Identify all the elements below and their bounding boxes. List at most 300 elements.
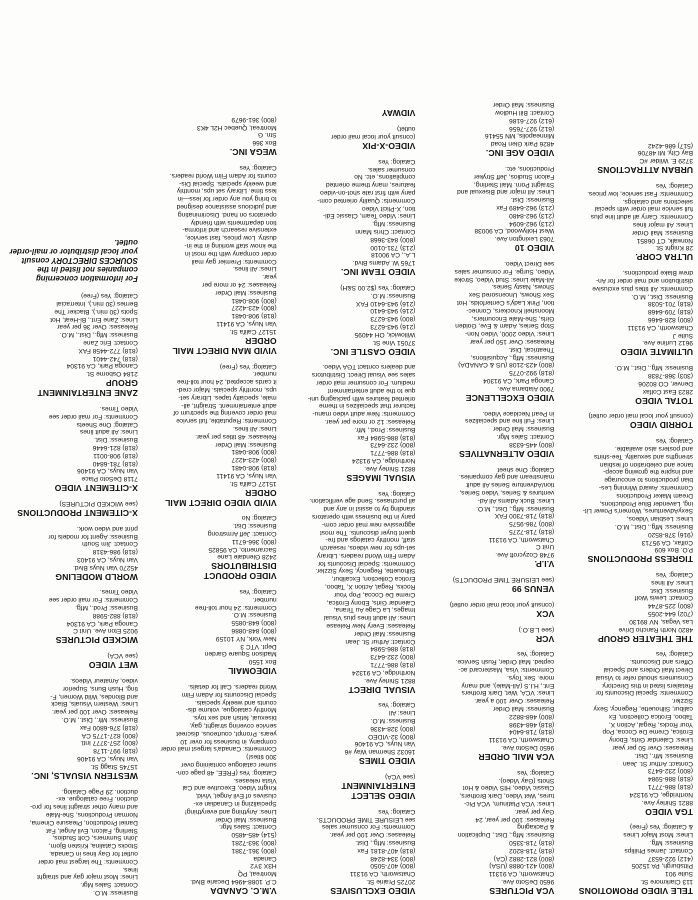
company-name: VIVID MAN DIRECT MAIL ORDER <box>172 335 277 356</box>
entry-line: (818) 992-0775 <box>509 369 555 377</box>
entry-line: SexyAdventures, Women's Power Lit- <box>582 507 693 515</box>
entry-line: Business: Mfg. <box>372 220 416 228</box>
entry-line: Contact: Sales Mgr. <box>496 432 555 440</box>
entry-line: aggressive new mail order com- <box>321 520 416 528</box>
entry-line: extensive research and informa- <box>182 226 277 234</box>
entry-line: year. <box>262 273 277 281</box>
directory-entry <box>283 363 416 483</box>
entry-line: Adam Film World readers. Library <box>316 551 416 559</box>
entry-line: ventures & Series, Video Series, <box>459 488 555 496</box>
entry-line: Comments: Premier gay mail <box>191 257 277 265</box>
entry-line: Monthly catalogue, volume dis- <box>185 706 277 714</box>
entry-line: Business: Mail Order <box>354 629 416 637</box>
entry-line: Special Discounts for Adam Film <box>181 690 277 698</box>
directory-entry <box>560 650 693 817</box>
entry-line: Catalog: Yes <box>378 807 416 815</box>
entry-line: (517) 686-4242 <box>647 141 693 149</box>
entry-line: Contact: Jim South <box>82 540 138 548</box>
entry-line: sales see Visual Direct. Distributors <box>311 371 416 379</box>
directory-entry <box>5 291 138 398</box>
entry-line: Comments: For mail order see <box>48 596 138 604</box>
entry-line: West Hollywood, CA 90038 <box>474 227 555 235</box>
directory-entry <box>421 100 554 158</box>
entry-line: Classic Video, HIS Video & Hot <box>462 784 555 792</box>
entry-line: (216) 943-6410 <box>370 307 416 315</box>
entry-line: tures, Wet Video, Dark Brothers, <box>459 792 555 800</box>
entry-line: outlet for Gay lines in Canada. <box>49 850 138 858</box>
entry-line: Comments: For consumer sales <box>321 823 416 831</box>
entry-line: Madison Square Garden <box>204 650 277 658</box>
entry-line: Lines: Most Major Lines <box>623 831 693 839</box>
entry-line: and inspire the growing accep- <box>603 468 693 476</box>
entry-line: company, in business for over 10 <box>180 737 277 745</box>
entry-line: Shows, Nasty Series. <box>491 283 555 291</box>
entry-line: Comments: Quality oriented com- <box>317 196 416 204</box>
entry-line: (800) 828-6466 <box>647 315 693 323</box>
directory-entry <box>560 363 693 405</box>
company-name: THE THEATER GROUP <box>597 633 693 644</box>
entry-line: C.P. 1088-4964 Decarie Blvd. <box>190 878 277 885</box>
entry-line: Stocks Catalina, Kristen Bjorn, <box>48 842 138 850</box>
directory-entry <box>144 514 277 582</box>
entry-line: (see VCA) <box>384 773 416 781</box>
entry-line: (818) 718-6404 <box>509 728 555 736</box>
entry-line: Suite J <box>672 331 693 339</box>
company-name: TGA VIDEO <box>645 806 693 817</box>
entry-line: Suite 901 <box>665 870 693 878</box>
entry-line: tion, Pink Lady's Centerfolds, Hot <box>456 298 555 306</box>
entry-line: Releases: Over 100 a year. <box>474 697 555 705</box>
entry-line: (916) 378-8520 <box>647 530 693 538</box>
company-name: X-CITEMENT PRODUCTIONS <box>17 507 138 518</box>
directory-entry <box>560 436 693 564</box>
entry-line: 4820 North Rancho Drive <box>618 625 693 633</box>
entry-line: Lines: All adult lines <box>79 428 138 436</box>
entry-line: World readers. Call for details. <box>188 683 277 691</box>
entry-line: 7063 Lexington Ave. <box>494 235 555 243</box>
entry-line: facturer that specializes in theme <box>319 402 416 410</box>
entry-line: oriented features with packaging uni- <box>307 394 416 402</box>
entry-line: Lines: Full line and specializes <box>465 417 555 425</box>
entry-line: (213) 962-6094 <box>509 219 555 227</box>
company-name: ZANE ENTERTAINMENT GROUP <box>37 378 138 399</box>
entry-line: Business: M.O. <box>231 611 277 619</box>
entry-line: (800) 232-6473 <box>370 653 416 661</box>
entry-line: Creme De Cocoa, Pop Your <box>334 590 416 598</box>
entry-line: Chatsworth, CA 91311 <box>349 870 416 878</box>
entry-line: 15127 Califa St. <box>229 479 277 487</box>
entry-line: Video Times. <box>99 588 138 596</box>
company-name: VIDEO EXCELLENCE <box>465 392 555 403</box>
company-name: VCA PICTURES <box>489 886 555 896</box>
entry-line: Catalog: One Sheets <box>76 420 138 428</box>
entry-line: Business: Mfg., Dist., M.O. <box>614 364 693 372</box>
entry-line: Specializing in Canadian ex- <box>193 800 277 808</box>
entry-line: (consult your local mail order <box>331 133 416 141</box>
directory-entry <box>421 465 554 570</box>
entry-line: tion, X-Plicit Video <box>362 204 416 212</box>
entry-line: Knight Video, Executive and Cal <box>182 784 277 792</box>
company-name: TELE VIDEO PROMOTIONS <box>578 886 693 896</box>
entry-line: Releases: 100 per year, 24 <box>475 815 555 823</box>
entry-line: Business: Mail Order <box>493 101 555 109</box>
entry-line: Business: Mail Order <box>215 815 277 823</box>
entry-line: Berries (30 min.), Interracial <box>56 299 138 307</box>
entry-line: bisexual, fetish and sex toys. <box>192 714 277 722</box>
entry-line: Catalog: One sheet <box>497 465 555 473</box>
entry-line: Chatsworth, CA 91311 <box>627 323 693 331</box>
entry-line: (800) 361-7381 <box>231 846 277 854</box>
entry-line: (800) 257-3777 Intl. <box>80 739 138 747</box>
entry-line: Northridge, CA 91324 <box>351 668 416 676</box>
entry-line: (818) 468-4398 <box>509 720 555 728</box>
entry-line: adult entertainment. Straight, all- <box>181 401 277 409</box>
entry-line: 7118 DeSoto Place <box>81 475 138 483</box>
entry-line: Van Nuys, CA 91411 <box>216 471 277 479</box>
entry-line: (818) 886-7771 <box>647 783 693 791</box>
entry-line: Contact: Arthur St. Jean <box>622 759 693 767</box>
company-name: VIDEO-X-PIX <box>362 141 416 152</box>
entry-line: number. <box>252 370 277 378</box>
directory-entry <box>560 141 693 175</box>
directory-entry <box>5 787 138 896</box>
entry-line: (see VCA) <box>107 652 138 660</box>
entry-line: Lines: VCA Platinum, VCA Pic- <box>464 800 555 808</box>
entry-line: Contact: Sales Mgr. <box>219 823 277 831</box>
entry-line: Contact: Sales Mgr. <box>80 881 138 889</box>
entry-line: John Summers, Colt Studios, <box>52 834 138 842</box>
entry-line: set-ups for new videos, research <box>320 544 416 552</box>
entry-line: Lines: Anything and everything! <box>184 807 277 815</box>
entry-line: 9748 Cozycroft Ave. <box>495 551 555 559</box>
entry-line: Northridge, CA 91324 <box>629 790 693 798</box>
entry-line: (800) 407-5050 <box>370 862 416 870</box>
company-name: VISUAL IMAGES <box>346 472 416 483</box>
entry-line: Business: Mfg., Dist., Duplication <box>457 831 555 839</box>
entry-line: (see WICKED PICTURES) <box>59 499 138 507</box>
entry-line: Business: Mail Order <box>215 440 277 448</box>
entry-line: outlet) <box>397 125 416 133</box>
entry-line: Falcon Studios, Jeff Stryker <box>473 172 555 180</box>
entry-line: Business: M.O. <box>370 717 416 725</box>
entry-line: Sex Shows, Uncensored Sex <box>468 291 555 299</box>
entry-line: que to the adult entertainment <box>327 386 416 394</box>
entry-line: (818) 718-3350 <box>509 839 555 847</box>
entry-line: Catalog: Yes (FREE, 48 page con- <box>175 768 277 776</box>
entry-line: distribution and mail order for An- <box>595 277 693 284</box>
entry-line: (818) 908-0481 <box>231 312 277 320</box>
entry-line: Business: Mfg., Dist., M.O. <box>59 331 138 339</box>
directory-entry <box>144 682 277 896</box>
entry-line: Contact: Jeff Armstrong <box>207 529 277 537</box>
entry-line: tion/Adventure Series All adult <box>466 481 555 489</box>
entry-line: Releases: Over 150 per year <box>469 337 555 345</box>
entry-line: ting, Hush Buns, Superior <box>62 684 138 692</box>
entry-line: medium. For consumer mail order <box>316 378 416 386</box>
entry-line: (818) 821-6446 <box>92 443 138 451</box>
directory-entry <box>421 409 554 459</box>
entry-line: consumer sales. <box>367 165 416 173</box>
entry-line: Video Times. <box>99 404 138 412</box>
entry-line: sumer catalogue containing over <box>181 761 277 769</box>
entry-line: Business: Prod., Mfg. <box>75 604 138 612</box>
entry-line: ups, monthly specials. Major cred- <box>176 385 277 393</box>
company-name: TIGRESS PRODUCTIONS <box>587 554 693 565</box>
company-name: VIDEO ALTERNATIVES <box>458 448 555 459</box>
entry-line: male, specialty tapes. Library set- <box>178 393 277 401</box>
entry-line: Box 366 <box>252 139 277 147</box>
entry-line: Silhouette, Regency, Sexy Sizzler. <box>315 567 416 575</box>
entry-line: (800) 363-7281 <box>231 839 277 847</box>
company-name: VCR <box>535 633 555 644</box>
entry-line: (818) 376-6800 Fax <box>79 723 138 731</box>
company-name: V.M.C. CANADA <box>210 886 277 896</box>
entry-line: Comments: All titles plus exclusive <box>592 284 693 292</box>
entry-line: Canoga Park, CA 91304 <box>483 376 555 384</box>
entry-line: duction. Free catalogue. ex- <box>56 795 138 803</box>
entry-line: Van Nuys, CA 91406 <box>77 755 138 763</box>
entry-line: Ent., H.I.S (All-Male), and many <box>461 681 555 689</box>
company-name: WEGA INC. <box>229 147 277 158</box>
directory-column <box>557 0 696 896</box>
entry-line: bian productions to encourage <box>604 476 693 484</box>
entry-line: (800) 232-6473 <box>370 441 416 449</box>
entry-line: Van Nuys, CA 91411 <box>216 319 277 327</box>
entry-line: 9650 DeSoto Ave. <box>501 744 555 752</box>
entry-line: cepted. Mail Order, Rush Service. <box>455 658 555 666</box>
entry-line: 15127 Califa St. <box>229 327 277 335</box>
entry-line: Business: Mfr., Dist., M.O. <box>61 716 138 724</box>
entry-line: mainstream and gay companies. <box>458 473 555 481</box>
entry-line: Releases: Over 36 per year <box>57 323 138 331</box>
entry-line: Northridge, CA 91324 <box>351 456 416 464</box>
entry-line: Gay per year. <box>514 807 555 815</box>
entry-line: (800) 421-0888 (USA) <box>489 862 555 870</box>
entry-line: 8821 Shirley Ave. <box>364 464 416 472</box>
entry-line: Comments: Visa, Mastercard ac- <box>458 666 555 674</box>
entry-line: (818) 908-0011 <box>93 451 138 459</box>
entry-line: Business: Mail Order <box>493 425 555 433</box>
company-name: VCX <box>536 608 555 619</box>
entry-line: (213) 731-0100 <box>370 243 416 251</box>
entry-line: it cards accepted, 24 hour toll-free <box>176 378 277 386</box>
entry-line: (800) 32-VIDEO <box>368 732 416 740</box>
entry-line: (818) 882-5988 <box>92 611 138 619</box>
entry-line: Sacramento, CA 95825 <box>208 545 277 553</box>
entry-line: Business: Dist. <box>233 522 277 530</box>
entry-line: Releases: 48 titles per year. <box>195 432 277 440</box>
entry-line: (800) 361-9679 <box>231 115 277 123</box>
entry-line: Catalog: Yes ($2.00 S&H) <box>340 284 416 291</box>
entry-line: Lines: Video Team, Classic Edi- <box>322 212 416 220</box>
entry-line: (800) 366-6711 <box>232 537 277 545</box>
entry-line: Minneapolis, MN 55416 <box>484 132 555 140</box>
entry-line: Stn. G <box>257 131 277 139</box>
entry-line: Business: Mfr., Dist. <box>634 751 693 759</box>
entry-line: Vista releases. <box>233 776 277 784</box>
entry-line: (216) 943-6410 FAX <box>356 299 416 307</box>
entry-line: Lines: Calendar Girls, Ebony <box>609 736 693 744</box>
entry-line: 9650 DeSoto Ave. <box>501 878 555 885</box>
entry-line: (818) 986-4318 <box>92 548 138 556</box>
entry-line: counts for Adam Film World readers. <box>169 171 277 179</box>
entry-line: Video, Surge. For consumer sales <box>454 267 555 275</box>
entry-line: Contact: Eric Zane <box>83 338 138 346</box>
entry-line: Montreal, Quebec H2L 4K3 <box>196 123 277 131</box>
entry-line: Norman Productions, She-Male <box>45 811 138 819</box>
entry-line: Catalog: Yes <box>655 182 693 190</box>
entry-line: (818) 709-6468 <box>647 308 693 316</box>
entry-line: years. Prompt, courteous, discreet <box>176 729 277 737</box>
entry-line: Lines: All major lines <box>632 221 693 229</box>
entry-line: (800) 328-4336 <box>370 724 416 732</box>
entry-line: drew Blake productions. <box>622 269 693 277</box>
entry-line: Taboo, Erotica Collection, Ex <box>608 712 693 720</box>
entry-line: (consult your local mail order outlet) <box>588 412 693 420</box>
entry-line: Catalog: Yes (Free) <box>219 362 277 370</box>
entry-line: order company with the most in <box>184 249 277 257</box>
entry-line: the know staff working in the in- <box>184 242 277 250</box>
entry-line: Lines: Western Visuals, Black <box>51 700 138 708</box>
entry-line: video, Amateur Videos. <box>70 677 138 685</box>
entry-line: clusives of Evil Angel, Vivid, <box>195 792 277 800</box>
entry-line: (818) 886-5984 Fax <box>357 433 416 441</box>
entry-line: (800) 821-2882 (CA) <box>493 854 555 862</box>
entry-line: features, many theme oriented <box>325 181 416 189</box>
entry-line: less time. Library set ups, monthly <box>176 187 277 195</box>
entry-line: Calendar Girls, Ebony Erotica, <box>326 598 416 606</box>
entry-line: (800) 468-8822 <box>509 712 555 720</box>
directory-entry <box>283 283 416 356</box>
directory-entry <box>421 259 554 403</box>
entry-line: Van Nuys, CA 91406 <box>77 467 138 475</box>
entry-line: Comments: The largest mail order <box>38 857 138 865</box>
entry-line: print and video work. <box>76 524 138 532</box>
directory-entry <box>421 164 554 253</box>
company-name: WORLD MODELING <box>55 571 138 582</box>
entry-line: Productions, etc. <box>505 165 555 173</box>
entry-line: Retailers listed in this Directory. <box>601 681 693 689</box>
entry-line: (818) 908-0481 <box>231 463 277 471</box>
entry-line: Catalog: Yes <box>517 650 555 658</box>
entry-line: (818) 718-7275 <box>509 527 555 535</box>
company-name: TOTAL VIDEO <box>635 395 693 406</box>
entry-line: (213) 962-8480 <box>509 211 555 219</box>
entry-line: Lines: Most major gay and straight <box>37 873 138 881</box>
entry-line: 20725 Prairie St. <box>366 878 416 885</box>
entry-line: Denver, CO 80206 <box>638 379 693 387</box>
entry-line: Lines: All lines <box>651 578 693 586</box>
entry-line: Business: Dist., M.O. <box>631 292 693 300</box>
entry-line: tance and celebration of lesbian <box>599 460 693 468</box>
entry-line: Contact: James Phillips <box>624 846 693 854</box>
entry-line: Business: Dist. <box>649 586 693 594</box>
entry-line: Bay City, MI 48706 <box>637 149 693 157</box>
entry-line: 4826 Park Glen Road <box>490 140 555 148</box>
entry-line: (800) 423-4227 <box>231 304 277 312</box>
entry-line: Business: M.O. <box>93 889 138 896</box>
entry-line: (818) 886-7771 <box>370 661 416 669</box>
entry-line: mail order covering the spectrum of <box>173 409 277 417</box>
entry-line: Business: Dist. <box>94 436 138 444</box>
entry-line: Catalog: No <box>241 514 277 522</box>
entry-line: (213) 962-6489 Fax <box>496 204 555 212</box>
directory-column <box>2 0 141 896</box>
entry-line: Catalog: Yes <box>378 157 416 165</box>
company-name: VIDEOMAIL <box>227 666 277 677</box>
directory-entry <box>5 588 138 646</box>
entry-line: Comments: Special Discounts for <box>317 559 416 567</box>
entry-line: compilations, etc. No <box>354 173 416 181</box>
entry-line: Sterling, Falcon, Evil Angel, Fat <box>46 826 138 834</box>
entry-line: Consumers should refer to Visual <box>595 673 693 681</box>
directory-entry <box>283 701 416 767</box>
entry-line: (800) 786-9575 <box>509 520 555 528</box>
entry-line: (303) 368-7838 <box>647 371 693 379</box>
entry-line: Comments: Fast service, low prices. <box>587 189 693 197</box>
entry-line: (412) 922-6537 <box>647 854 693 862</box>
entry-line: (800) 827-1775 CA <box>81 731 138 739</box>
entry-line: Daniel Production, Pleasure Cinema, <box>29 818 138 826</box>
entry-line: P.O. Box 609 <box>654 546 693 554</box>
directory-entry <box>283 124 416 151</box>
entry-line: 2428 Glendale Lane <box>217 553 277 561</box>
entry-line: (800) 648-0855 <box>231 619 277 627</box>
entry-line: (800) 843-3668 <box>370 235 416 243</box>
entry-line: Dream Maker Productions <box>616 491 693 499</box>
company-name: VISUAL DIRECT <box>348 684 416 695</box>
entry-line: ing, Lavender Blue Productions, <box>599 499 693 507</box>
directory-entry <box>144 115 277 157</box>
entry-line: and posters also available. <box>614 444 693 452</box>
directory-column <box>418 0 557 896</box>
directory-entry <box>283 807 416 896</box>
entry-line: Contact: Arthur St. Jean <box>345 637 416 645</box>
entry-line: (800) 423-4227 <box>231 456 277 464</box>
entry-line: standing by to assist in any and <box>323 505 416 513</box>
entry-line: and many other straight lines for pro- <box>30 803 138 811</box>
entry-line: Moonshell Knockers, Connec- <box>466 306 555 314</box>
entry-line: 28 Knight St. <box>655 244 693 252</box>
entry-line: Chatsworth, CA 91311 <box>488 870 555 878</box>
entry-line: Contact: Bill Hudlow <box>495 109 555 117</box>
entry-line: Van Nuys, CA 91403 <box>77 555 138 563</box>
entry-line: Lines: All <box>389 709 416 717</box>
company-name: WESTERN VISUALS, INC. <box>31 770 138 781</box>
entry-line: dustry. Low prices, fast service, <box>185 234 277 242</box>
entry-line: counts and weekly specials. <box>194 698 277 706</box>
entry-line: all purchases. Send age verification. <box>309 497 416 505</box>
entry-line: Direct Mail Orders and Special <box>603 666 693 674</box>
entry-line: Business: Mail Order <box>215 288 277 296</box>
entry-line: Business: Mfg., Dist. <box>355 839 416 847</box>
entry-line: Your Rocks, Regal, Action X, <box>608 720 693 728</box>
entry-line: selections and catalogs. <box>622 197 693 205</box>
entry-line: operators on hand. Discriminating <box>178 210 277 218</box>
entry-line: tion departments with friendly <box>190 218 277 226</box>
entry-line: 15745 Stagg St. <box>90 762 138 770</box>
entry-line: Comments: Carry all adult line plus <box>590 213 693 221</box>
entry-line: Business: Mfg., Acquisitions, <box>470 353 555 361</box>
entry-line: Rocks, Regal, Action X, Taboo, <box>324 583 416 591</box>
company-name: WET VIDEO <box>88 660 138 671</box>
entry-line: Contact: Lewis Wolf <box>634 594 693 602</box>
entry-line: Dept. VTC 3 <box>240 642 277 650</box>
company-name: ULTIMATE VIDEO <box>620 347 693 358</box>
company-name: TORRID VIDEO <box>629 420 693 431</box>
entry-line: Catalog: Yes <box>378 489 416 497</box>
entry-line: Business: Mfg., Dist., M.O. <box>614 522 693 530</box>
